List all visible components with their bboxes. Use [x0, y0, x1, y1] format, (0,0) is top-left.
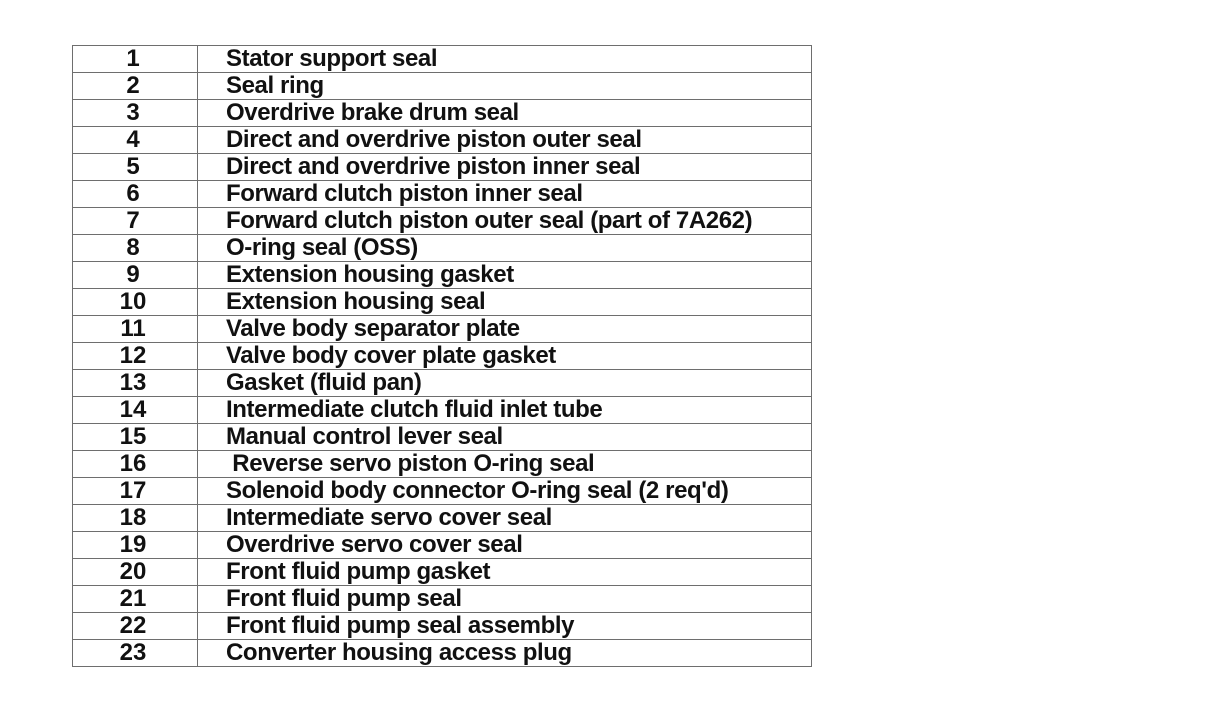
part-description: Extension housing gasket: [198, 262, 812, 289]
part-description: Reverse servo piston O-ring seal: [198, 451, 812, 478]
table-row: [73, 46, 812, 73]
table-row: [73, 289, 812, 316]
part-number: 17: [73, 478, 198, 505]
part-number: 14: [73, 397, 198, 424]
table-row: [73, 208, 812, 235]
part-number: 7: [73, 208, 198, 235]
part-description: Front fluid pump seal assembly: [198, 613, 812, 640]
table-row: [73, 559, 812, 586]
part-number: 4: [73, 127, 198, 154]
part-number: 15: [73, 424, 198, 451]
part-number: 2: [73, 73, 198, 100]
part-description: Stator support seal: [198, 46, 812, 73]
part-description: Extension housing seal: [198, 289, 812, 316]
table-row: [73, 127, 812, 154]
part-description: Converter housing access plug: [198, 640, 812, 667]
part-number: 18: [73, 505, 198, 532]
table-row: [73, 451, 812, 478]
table-row: [73, 397, 812, 424]
part-number: 21: [73, 586, 198, 613]
part-description: Forward clutch piston outer seal (part of 7A262): [198, 208, 812, 235]
part-description: Intermediate servo cover seal: [198, 505, 812, 532]
part-description: Intermediate clutch fluid inlet tube: [198, 397, 812, 424]
part-number: 12: [73, 343, 198, 370]
table-row: [73, 262, 812, 289]
part-description: Front fluid pump seal: [198, 586, 812, 613]
part-description: Overdrive servo cover seal: [198, 532, 812, 559]
part-description: Manual control lever seal: [198, 424, 812, 451]
table-row: [73, 181, 812, 208]
part-description: Valve body cover plate gasket: [198, 343, 812, 370]
part-number: 16: [73, 451, 198, 478]
part-number: 8: [73, 235, 198, 262]
table-row: [73, 532, 812, 559]
table-row: [73, 73, 812, 100]
part-description: Front fluid pump gasket: [198, 559, 812, 586]
table-row: [73, 154, 812, 181]
part-number: 19: [73, 532, 198, 559]
table-row: [73, 424, 812, 451]
part-number: 3: [73, 100, 198, 127]
parts-table-body: [73, 46, 812, 667]
part-number: 6: [73, 181, 198, 208]
table-row: [73, 100, 812, 127]
part-description: Direct and overdrive piston inner seal: [198, 154, 812, 181]
table-row: [73, 235, 812, 262]
table-row: [73, 586, 812, 613]
part-number: 23: [73, 640, 198, 667]
table-row: [73, 478, 812, 505]
table-row: [73, 640, 812, 667]
part-description: Forward clutch piston inner seal: [198, 181, 812, 208]
part-description: Gasket (fluid pan): [198, 370, 812, 397]
table-row: [73, 343, 812, 370]
part-number: 22: [73, 613, 198, 640]
part-description: Seal ring: [198, 73, 812, 100]
part-number: 11: [73, 316, 198, 343]
table-row: [73, 370, 812, 397]
part-number: 13: [73, 370, 198, 397]
part-description: Overdrive brake drum seal: [198, 100, 812, 127]
table-row: [73, 613, 812, 640]
part-description: Solenoid body connector O-ring seal (2 req'd): [198, 478, 812, 505]
part-description: Valve body separator plate: [198, 316, 812, 343]
part-number: 20: [73, 559, 198, 586]
part-number: 1: [73, 46, 198, 73]
part-description: Direct and overdrive piston outer seal: [198, 127, 812, 154]
parts-table: [72, 45, 812, 667]
part-number: 5: [73, 154, 198, 181]
table-row: [73, 505, 812, 532]
part-description: O-ring seal (OSS): [198, 235, 812, 262]
part-number: 9: [73, 262, 198, 289]
part-number: 10: [73, 289, 198, 316]
table-row: [73, 316, 812, 343]
